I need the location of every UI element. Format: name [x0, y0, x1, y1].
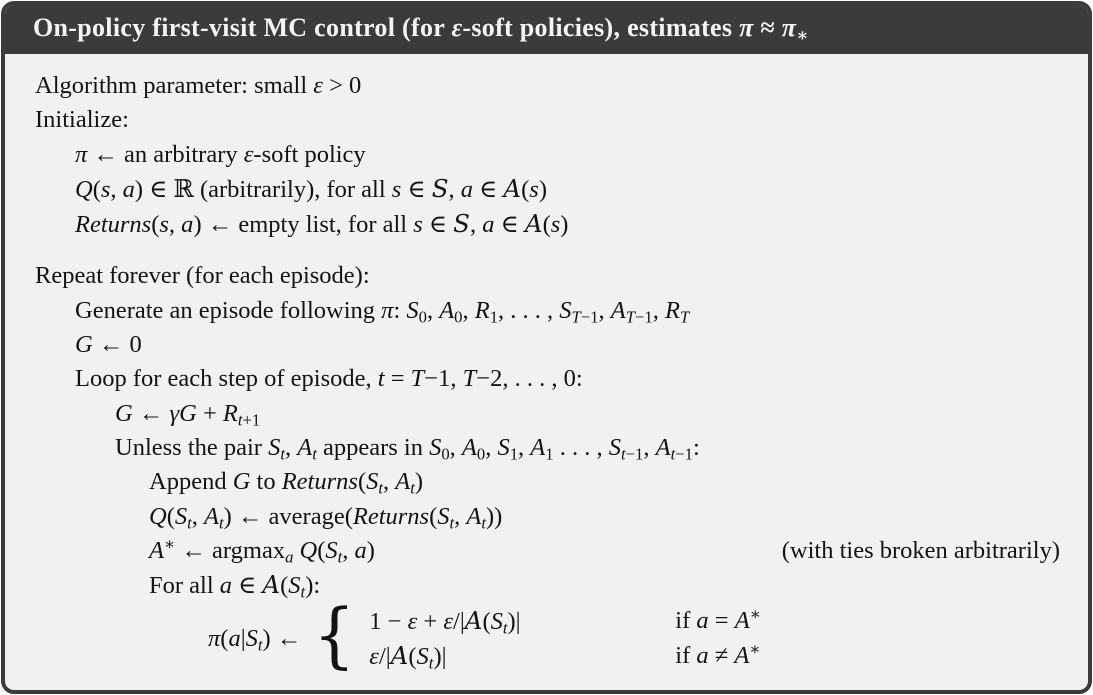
algorithm-line: $Q(S_t$, $A_t$) ← $average(Returns(S_t$, $A_t$)) [149, 502, 503, 533]
algorithm-line: Loop for each step of episode, t = T−1, T−2, . . . , 0: [75, 365, 583, 393]
algorithm-line: Unless the pair $S_t$, $A_t$ appears in $S_0$, $A_0$, $S_1$, $A_1$ . . . , $S_{t-1}$, $A_{t-1}$: [115, 433, 700, 464]
algorithm-line: Generate an episode following π: $S_0$, $A_0$, $R_1$, . . . , $S_{T-1}$, $A_{T-1}$, $R_T$ [75, 296, 690, 327]
case-value: $\varepsilon/|A(S_t)|$ [369, 641, 447, 674]
algorithm-line: For all a ∈ $A(S_t)$: [149, 570, 321, 602]
algorithm-title: On-policy first-visit MC control (for ε-soft policies), estimates $\pi \approx \pi_∗$ [33, 12, 809, 45]
algorithm-line: Algorithm parameter: small ε > 0 [35, 72, 362, 99]
case-condition: if a = A∗ [675, 605, 762, 635]
algorithm-line: Append G to $Returns(S_t$, $A_t$) [149, 468, 424, 498]
algorithm-line-with-note [35, 534, 1060, 568]
ties-note: (with ties broken arbitrarily) [781, 536, 1060, 564]
policy-update-formula [208, 594, 1060, 678]
algorithm-line: π ← an arbitrary ε-soft policy [75, 140, 366, 168]
algorithm-line: G ← $\gamma G + R_{t+1}$ [115, 399, 261, 430]
algorithm-line: Returns(s, a) ← empty list, for all s ∈ S, a ∈ A(s) [75, 209, 569, 239]
case-value: $1 - \varepsilon + \varepsilon/|A(S_t)|$ [369, 606, 521, 639]
argmax-expression: A∗ ← argmax$_a$ $Q(S_t$, a) [149, 534, 375, 567]
algorithm-line: Q(s, a) ∈ ℝ (arbitrarily), for all s ∈ S, a ∈ A(s) [75, 173, 547, 203]
algorithm-line: Initialize: [35, 106, 129, 134]
formula-lhs: $\pi(a|S_t)$ ← [208, 625, 302, 655]
case-condition: if a ≠ A∗ [675, 640, 761, 670]
algorithm-body [5, 54, 1088, 678]
algorithm-title-bar [5, 5, 1088, 54]
left-brace: { [313, 594, 356, 678]
algorithm-line: Repeat forever (for each episode): [35, 262, 370, 290]
algorithm-line: G ← 0 [75, 331, 142, 359]
formula-cases [369, 604, 761, 674]
algorithm-box [1, 1, 1092, 694]
